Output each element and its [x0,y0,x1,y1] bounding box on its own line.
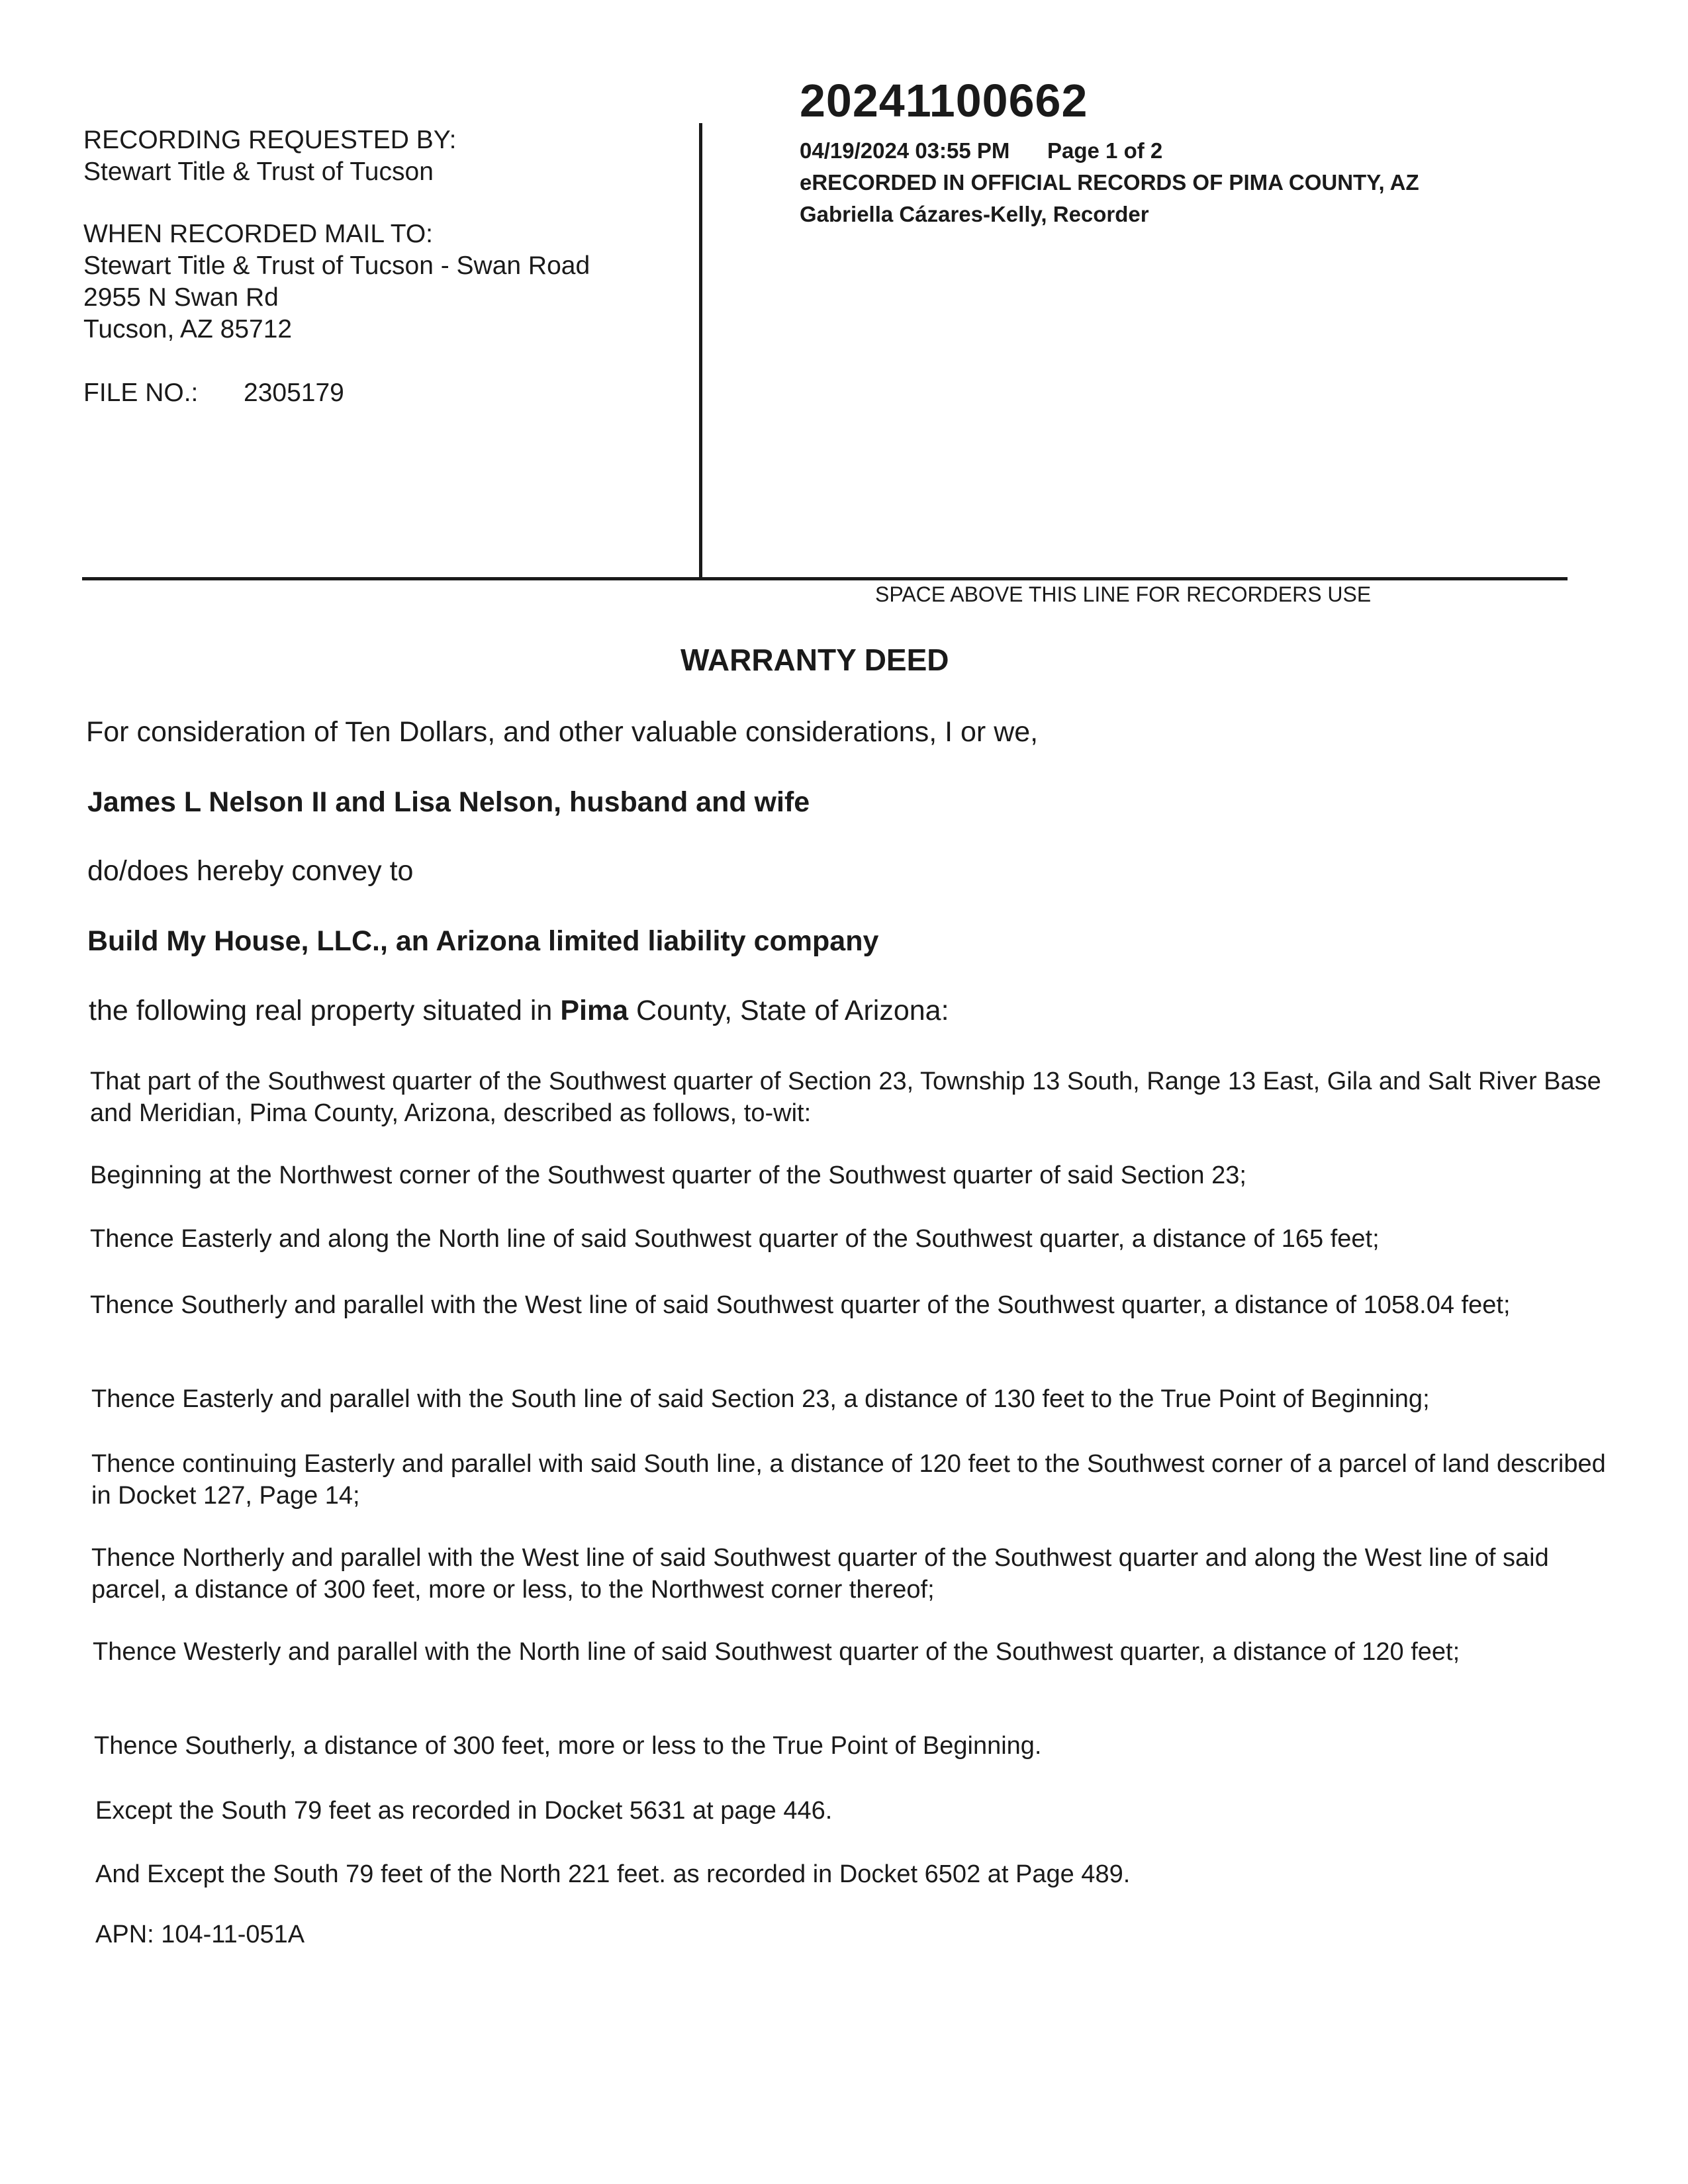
mail-to-label: WHEN RECORDED MAIL TO: [83,220,434,248]
legal-paragraph: And Except the South 79 feet of the North 221 feet. as recorded in Docket 6502 at Page 489. [95,1860,1131,1888]
recording-requested-label: RECORDING REQUESTED BY: [83,126,457,154]
file-no-label: FILE NO.: [83,379,199,407]
apn: APN: 104-11-051A [95,1921,305,1948]
recorded-in: eRECORDED IN OFFICIAL RECORDS OF PIMA COUNTY, AZ [800,170,1419,195]
legal-paragraph: That part of the Southwest quarter of the Southwest quarter of Section 23, Township 13 South, Range 13 East, Gila and Salt River Base and Meridian, Pima County, Arizona, described as follows, to-wit: [90,1068,1601,1127]
legal-paragraph: Thence Easterly and along the North line of said Southwest quarter of the Southwest quarter, a distance of 165 feet; [90,1225,1380,1253]
file-no: 2305179 [244,379,344,407]
property-intro [89,995,949,1027]
recorder-name: Gabriella Cázares-Kelly, Recorder [800,202,1149,226]
legal-paragraph: Thence Northerly and parallel with the West line of said Southwest quarter of the Southwest quarter and along the West line of said parcel, a distance of 300 feet, more or less, to the Northwest corner thereof; [91,1544,1549,1604]
mail-to-city: Tucson, AZ 85712 [83,315,293,343]
legal-paragraph: Thence Southerly, a distance of 300 feet, more or less to the True Point of Beginning. [94,1732,1042,1760]
legal-paragraph: Beginning at the Northwest corner of the Southwest quarter of the Southwest quarter of said Section 23; [90,1161,1246,1189]
legal-paragraph: Thence Southerly and parallel with the West line of said Southwest quarter of the Southwest quarter, a distance of 1058.04 feet; [90,1291,1511,1319]
vertical-divider [699,123,702,579]
grantor-name: James L Nelson II and Lisa Nelson, husband and wife [87,786,810,818]
legal-paragraph: Except the South 79 feet as recorded in Docket 5631 at page 446. [95,1797,833,1825]
recording-page-info: Page 1 of 2 [1047,138,1163,163]
deed-title: WARRANTY DEED [680,643,949,677]
legal-paragraph: Thence continuing Easterly and parallel with said South line, a distance of 120 feet to the Southwest corner of a parcel of land described in Docket 127, Page 14; [91,1450,1606,1510]
legal-paragraph: Thence Easterly and parallel with the South line of said Section 23, a distance of 130 feet to the True Point of Beginning; [91,1385,1430,1413]
grantee-name: Build My House, LLC., an Arizona limited liability company [87,925,879,957]
mail-to-street: 2955 N Swan Rd [83,283,279,312]
document-number: 20241100662 [800,75,1088,126]
property-county: Pima [560,995,629,1026]
property-intro-after: County, State of Arizona: [636,995,949,1026]
recording-date-time: 04/19/2024 03:55 PM [800,138,1010,163]
mail-to-name: Stewart Title & Trust of Tucson - Swan Road [83,251,590,280]
property-intro-before: the following real property situated in [89,995,553,1026]
legal-paragraph: Thence Westerly and parallel with the North line of said Southwest quarter of the Southwest quarter, a distance of 120 feet; [93,1638,1460,1666]
recorders-use-line [82,577,1568,580]
space-above-note: SPACE ABOVE THIS LINE FOR RECORDERS USE [875,582,1372,606]
consideration-text: For consideration of Ten Dollars, and other valuable considerations, I or we, [86,716,1039,748]
convey-text: do/does hereby convey to [87,855,414,887]
recording-requested-by: Stewart Title & Trust of Tucson [83,158,434,186]
